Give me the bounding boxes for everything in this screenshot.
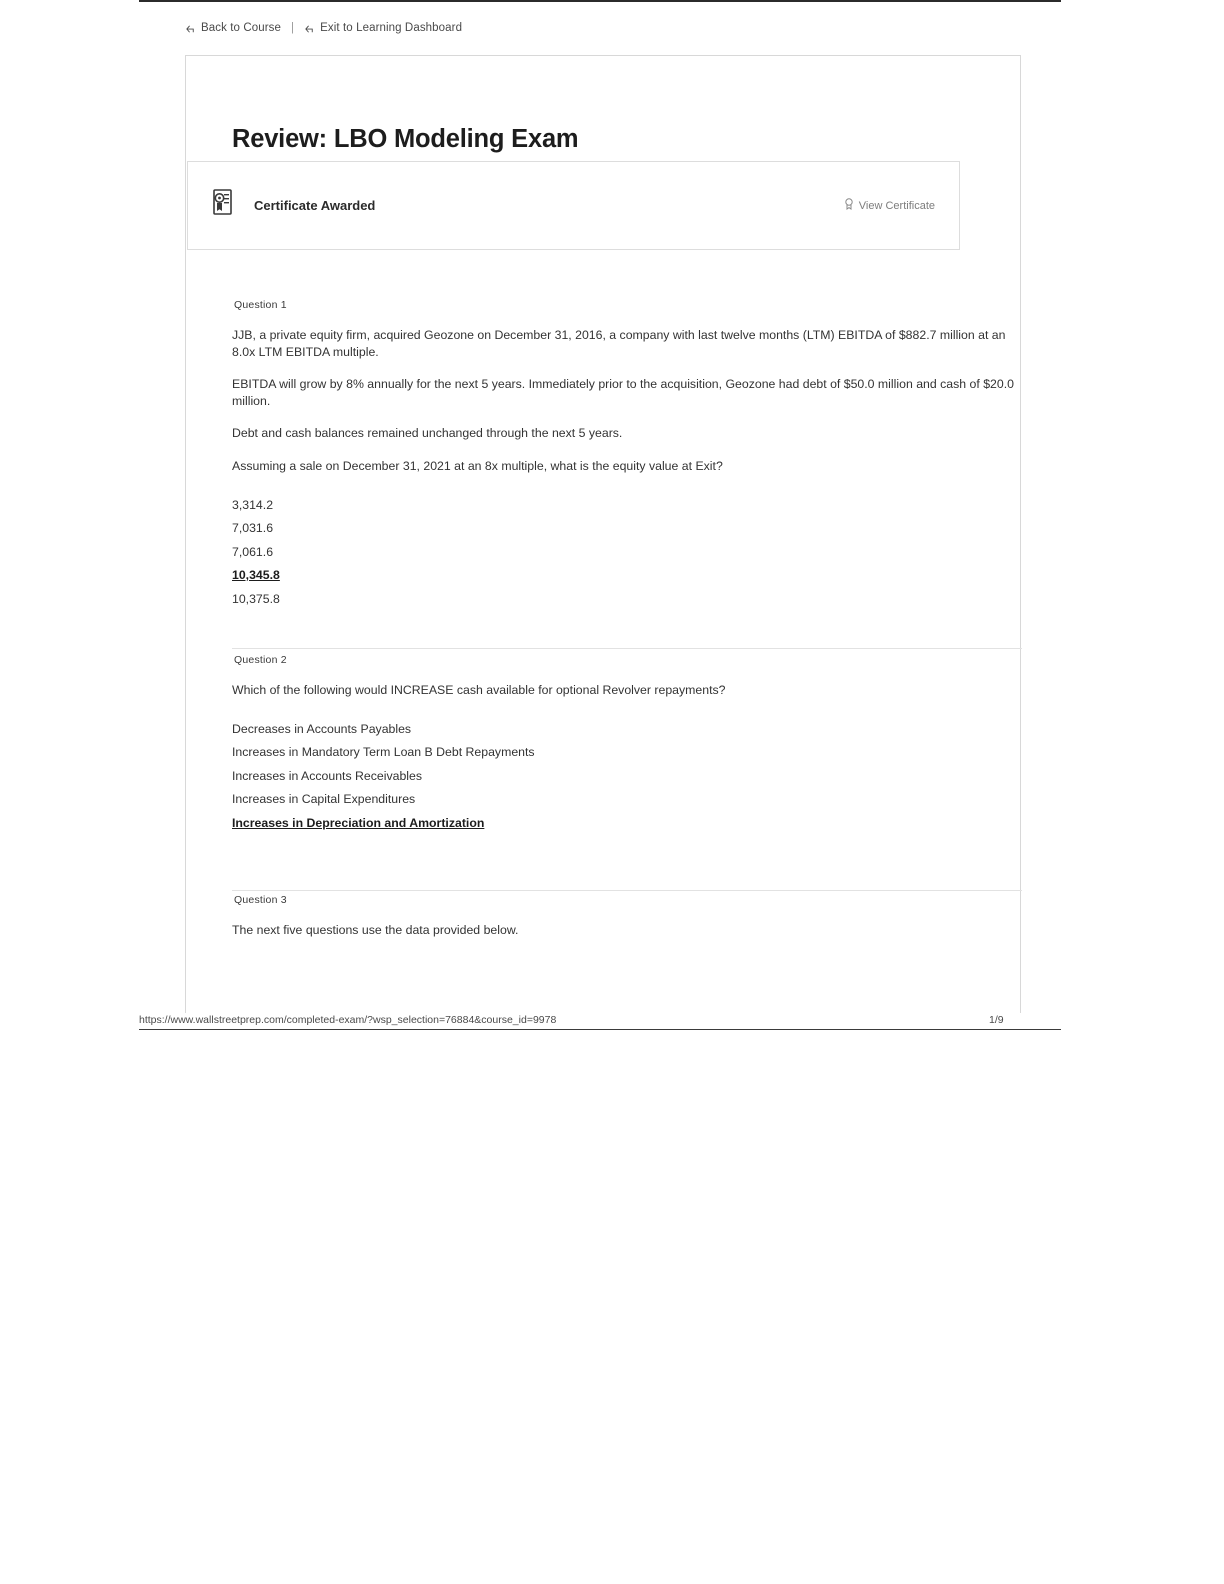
back-to-course-link[interactable] bbox=[185, 22, 281, 34]
answer-option[interactable]: Increases in Mandatory Term Loan B Debt Repayments bbox=[232, 745, 535, 760]
answer-option[interactable]: 7,031.6 bbox=[232, 521, 274, 536]
answer-list-1 bbox=[232, 494, 1022, 612]
header-navigation bbox=[185, 22, 462, 34]
question-divider bbox=[232, 890, 1022, 891]
certificate-awarded-label: Certificate Awarded bbox=[254, 198, 376, 213]
question-block-2 bbox=[186, 654, 1022, 836]
answer-option-selected[interactable]: Increases in Depreciation and Amortization bbox=[232, 816, 485, 831]
back-to-course-label: Back to Course bbox=[201, 22, 282, 34]
question-label-3: Question 3 bbox=[234, 894, 287, 906]
question-text-1-p4: Assuming a sale on December 31, 2021 at an 8x multiple, what is the equity value at Exit? bbox=[232, 458, 723, 473]
page-title: Review: LBO Modeling Exam bbox=[232, 125, 579, 154]
certificate-icon bbox=[208, 189, 238, 223]
answer-option[interactable]: Decreases in Accounts Payables bbox=[232, 721, 412, 736]
exit-to-dashboard-link[interactable] bbox=[304, 22, 462, 34]
answer-list-2 bbox=[232, 718, 1022, 836]
question-divider bbox=[232, 648, 1022, 649]
certificate-left-group bbox=[208, 189, 375, 223]
footer-url: https://www.wallstreetprep.com/completed-exam/?wsp_selection=76884&course_id=9978 bbox=[139, 1014, 557, 1026]
answer-option[interactable]: 7,061.6 bbox=[232, 544, 274, 559]
question-text-1-p2: EBITDA will grow by 8% annually for the next 5 years. Immediately prior to the acquisition, Geozone had debt of $50.0 million and cash of $20.0 million. bbox=[232, 377, 1014, 408]
answer-option-selected[interactable]: 10,345.8 bbox=[232, 568, 280, 583]
exit-to-dashboard-label: Exit to Learning Dashboard bbox=[320, 22, 463, 34]
back-arrow-icon bbox=[185, 24, 196, 35]
question-text-1-p1: JJB, a private equity firm, acquired Geozone on December 31, 2016, a company with last twelve months (LTM) EBITDA of $882.7 million at an 8.0x LTM EBITDA multiple. bbox=[232, 328, 1006, 359]
header-separator: | bbox=[291, 22, 295, 34]
answer-option[interactable]: Increases in Capital Expenditures bbox=[232, 792, 416, 807]
page-bottom-rule bbox=[139, 1029, 1061, 1030]
exit-arrow-icon bbox=[304, 24, 315, 35]
question-block-1 bbox=[186, 299, 1022, 612]
answer-option[interactable]: 3,314.2 bbox=[232, 497, 274, 512]
award-badge-icon bbox=[844, 198, 854, 213]
question-text-3-p1: The next five questions use the data provided below. bbox=[232, 923, 519, 937]
answer-option[interactable]: 10,375.8 bbox=[232, 592, 280, 606]
question-label-2: Question 2 bbox=[234, 654, 287, 666]
exam-review-panel bbox=[185, 55, 1021, 1013]
question-text-1-p3: Debt and cash balances remained unchanged through the next 5 years. bbox=[232, 426, 623, 441]
question-block-3 bbox=[186, 894, 1022, 939]
view-certificate-label: View Certificate bbox=[858, 199, 935, 212]
question-label-1: Question 1 bbox=[234, 299, 287, 311]
answer-option[interactable]: Increases in Accounts Receivables bbox=[232, 768, 423, 783]
certificate-awarded-bar bbox=[187, 161, 960, 250]
question-text-2-p1: Which of the following would INCREASE cash available for optional Revolver repayments? bbox=[232, 683, 726, 697]
document-body bbox=[139, 2, 1061, 1030]
footer-page-number: 1/9 bbox=[989, 1014, 1004, 1026]
view-certificate-link[interactable] bbox=[844, 198, 935, 213]
